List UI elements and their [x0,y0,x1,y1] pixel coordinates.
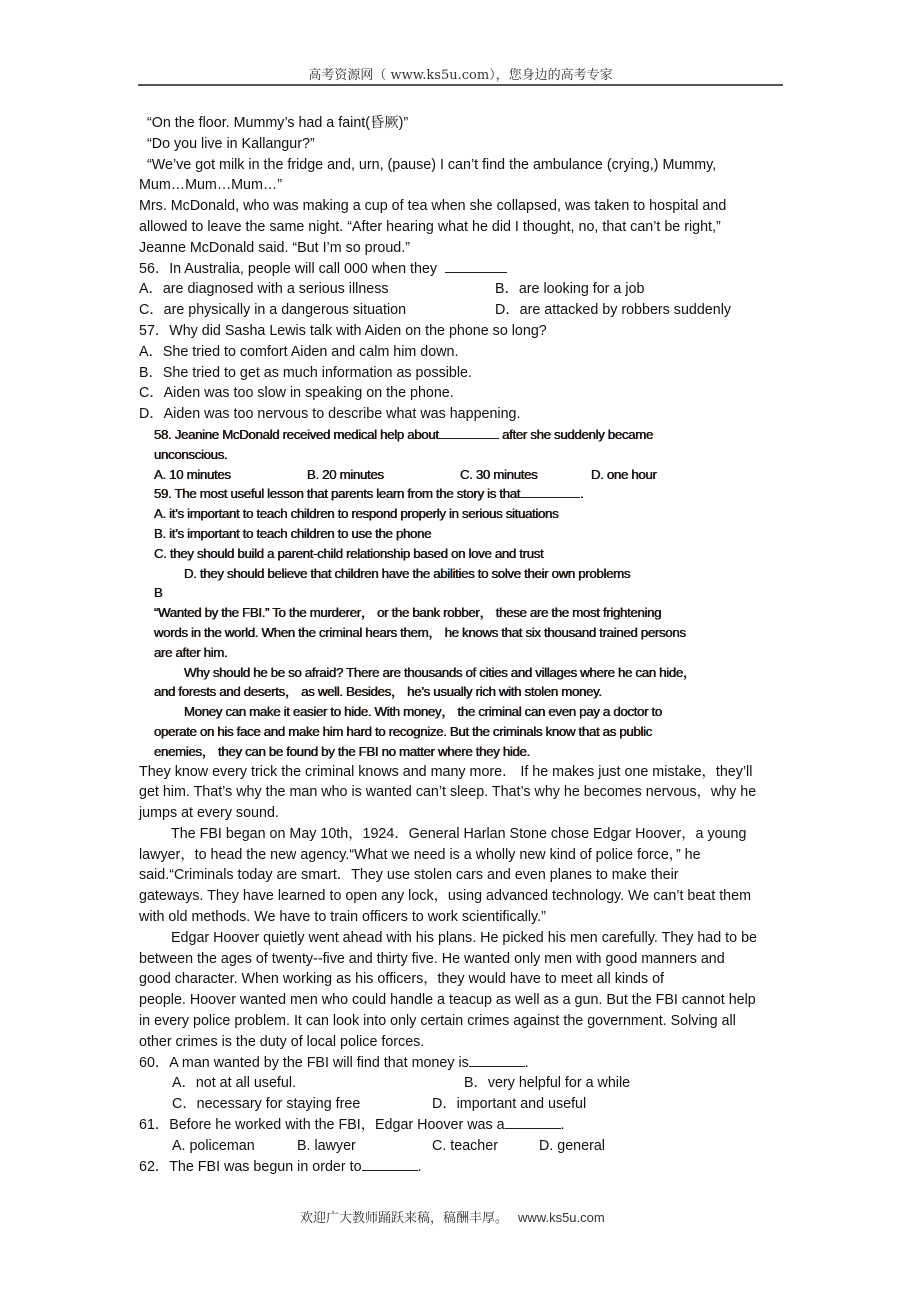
page-header: 高考资源网（ www.ks5u.com），您身边的高考专家 [308,68,613,83]
paragraph-line: people. Hoover wanted men who could handle a teacup as well as a gun. But the FBI cannot help [139,992,756,1009]
question-58-stem-line2: unconscious. [154,446,228,462]
option-a: A. it’s important to teach children to respond properly in serious situations [154,506,559,522]
option-c: C. 30 minutes [460,466,538,482]
answer-blank [505,1116,561,1129]
passage-b-line: “Wanted by the FBI.” To the murderer， or the bank robber， these are the most frightening [154,605,662,621]
stem-period: . [417,1158,422,1175]
option-a: A. 10 minutes [154,466,231,482]
paragraph-line: with old methods. We have to train officers to work scientifically.” [139,909,546,926]
option-c: C. they should build a parent-child relationship based on love and trust [154,545,544,561]
passage-b-line: Money can make it easier to hide. With money， the criminal can even pay a doctor to [184,704,662,720]
stem-period: . [524,1054,529,1071]
passage-b-line: are after him. [154,644,228,660]
paragraph-line: said.“Criminals today are smart．They use stolen cars and even planes to make their [139,867,679,884]
option-b: B. it’s important to teach children to use the phone [154,525,432,541]
question-stem: 56．In Australia, people will call 000 when they [139,260,438,277]
option-c: C．Aiden was too slow in speaking on the phone. [139,385,454,402]
option-d: D．important and useful [432,1096,587,1113]
option-a: A．She tried to comfort Aiden and calm him down. [139,343,459,360]
option-b: B. 20 minutes [307,466,384,482]
section-label-b: B [154,585,163,601]
passage-b-line: Why should he be so afraid? There are thousands of cities and villages where he can hide， [184,664,696,680]
scanned-text-block [139,425,799,762]
question-stem: 57．Why did Sasha Lewis talk with Aiden on the phone so long? [139,322,547,339]
question-stem: 61．Before he worked with the FBI，Edgar Hoover was a [139,1117,505,1134]
paragraph-line: The FBI began on May 10th，1924．General Harlan Stone chose Edgar Hoover，a young [171,825,747,842]
passage-a-tail [139,113,799,259]
option-c: C. teacher [432,1137,498,1154]
paragraph-line: get him. That’s why the man who is wanted can’t sleep. That’s why he becomes nervous，why he [139,784,757,801]
question-58-stem-cont: after she suddenly became [502,426,654,442]
header-divider [138,84,783,86]
page-footer [300,1207,605,1226]
stem-period: . [560,1117,565,1134]
option-c: C．are physically in a dangerous situation [139,302,407,319]
option-c: C．necessary for staying free [172,1096,361,1113]
answer-blank [469,1054,525,1067]
passage-b-line: operate on his face and make him hard to recognize. But the criminals know that as public [154,723,653,739]
option-d: D. general [539,1137,605,1154]
dialogue-line: “Do you live in Kallangur?” [147,135,315,152]
footer-text: 欢迎广大教师踊跃来稿，稿酬丰厚。 [300,1211,509,1226]
question-stem: 62．The FBI was begun in order to [139,1158,362,1175]
question-61 [139,1115,799,1157]
paragraph-line: in every police problem. It can look into only certain crimes against the government. Solving all [139,1013,736,1030]
paragraph-line: gateways. They have learned to open any lock，using advanced technology. We can’t beat them [139,888,751,905]
option-d: D．are attacked by robbers suddenly [495,302,732,319]
paragraph-line: They know every trick the criminal knows and many more． If he makes just one mistake，they’ll [139,763,753,780]
footer-url: www.ks5u.com [518,1210,605,1225]
option-b: B．are looking for a job [495,281,645,298]
paragraph-line: Jeanne McDonald said. “But I’m so proud.” [139,239,410,256]
dialogue-line: Mum…Mum…Mum…” [139,177,282,194]
option-b: B．She tried to get as much information as possible. [139,364,472,381]
stem-period: . [580,486,584,502]
passage-b-line: enemies， they can be found by the FBI no matter where they hide. [154,743,530,759]
option-b: B. lawyer [297,1137,356,1154]
paragraph-line: Mrs. McDonald, who was making a cup of tea when she collapsed, was taken to hospital and [139,198,727,215]
paragraph-line: between the ages of twenty--five and thirty five. He wanted only men with good manners and [139,950,725,967]
option-a: A. policeman [172,1137,255,1154]
passage-b-line: and forests and deserts， as well. Besides， he’s usually rich with stolen money. [154,684,602,700]
paragraph-line: other crimes is the duty of local police forces. [139,1033,425,1050]
paragraph-line: Edgar Hoover quietly went ahead with his plans. He picked his men carefully. They had to be [171,929,757,946]
paragraph-line: good character. When working as his officers，they would have to meet all kinds of [139,971,665,988]
dialogue-line: “On the floor. Mummy’s had a faint(昏厥)” [147,115,409,131]
answer-blank [362,1158,418,1171]
question-59-stem: 59. The most useful lesson that parents learn from the story is that [154,486,521,502]
question-60 [139,1053,799,1115]
dialogue-line: “We’ve got milk in the fridge and, urn, (pause) I can’t find the ambulance (crying,) Mummy, [147,156,717,173]
question-56 [139,259,799,321]
option-a: A．not at all useful. [172,1075,296,1092]
question-58-stem: 58. Jeanine McDonald received medical help about [154,426,439,442]
option-a: A．are diagnosed with a serious illness [139,281,389,298]
question-62 [139,1157,799,1178]
option-b: B．very helpful for a while [464,1075,631,1092]
passage-b-body [139,762,799,1053]
option-d: D. they should believe that children have the abilities to solve their own problems [184,565,631,581]
option-d: D．Aiden was too nervous to describe what was happening. [139,406,521,423]
paragraph-line: allowed to leave the same night. “After hearing what he did I thought, no, that can’t be right,” [139,218,721,235]
document-body [139,113,799,1177]
answer-blank [439,426,499,439]
answer-blank [520,485,580,498]
paragraph-line: lawyer，to head the new agency.“What we need is a wholly new kind of police force，” he [139,846,701,863]
question-57 [139,321,799,425]
answer-blank [445,260,507,273]
question-stem: 60．A man wanted by the FBI will find that money is [139,1054,469,1071]
passage-b-line: words in the world. When the criminal hears them， he knows that six thousand trained persons [154,624,686,640]
paragraph-line: jumps at every sound. [139,805,279,822]
option-d: D. one hour [591,466,657,482]
